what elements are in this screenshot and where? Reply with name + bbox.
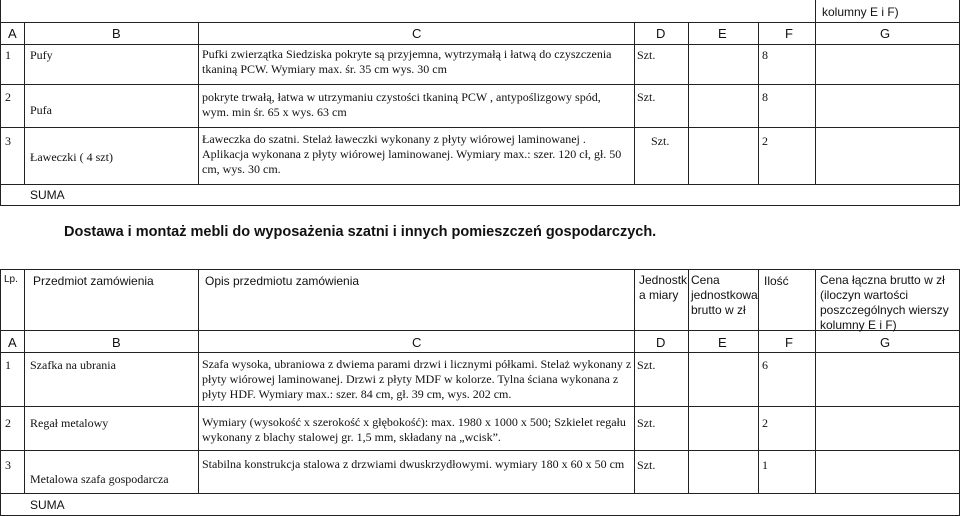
row-divider bbox=[0, 330, 960, 331]
row-divider bbox=[0, 352, 960, 353]
row-divider bbox=[0, 450, 960, 451]
col-divider bbox=[634, 269, 635, 494]
row-number: 2 bbox=[5, 90, 11, 104]
quantity: 6 bbox=[762, 358, 768, 372]
row-divider bbox=[0, 184, 960, 185]
row-divider bbox=[0, 127, 960, 128]
item-name: Metalowa szafa gospodarcza bbox=[30, 472, 169, 486]
unit: Szt. bbox=[637, 48, 656, 62]
header-item: Przedmiot zamówienia bbox=[33, 274, 154, 288]
unit: Szt. bbox=[637, 358, 656, 372]
col-letter-g: G bbox=[880, 26, 891, 41]
unit: Szt. bbox=[651, 134, 670, 148]
row-number: 1 bbox=[5, 48, 11, 62]
col-divider bbox=[0, 0, 1, 206]
col-divider bbox=[758, 269, 759, 494]
sum-label: SUMA bbox=[30, 188, 65, 202]
header-quantity: Ilość bbox=[764, 274, 789, 288]
col-divider bbox=[24, 269, 25, 494]
col-letter-c: C bbox=[412, 26, 422, 41]
unit: Szt. bbox=[637, 90, 656, 104]
unit: Szt. bbox=[637, 458, 656, 472]
header-unit: Jednostk a miary bbox=[639, 273, 688, 302]
quantity: 1 bbox=[762, 458, 768, 472]
col-letter-f: F bbox=[785, 26, 793, 41]
section-title: Dostawa i montaż mebli do wyposażenia szatni i innych pomieszczeń gospodarczych. bbox=[64, 224, 657, 240]
col-divider bbox=[688, 22, 689, 185]
row-number: 3 bbox=[5, 134, 11, 148]
col-letter-d: D bbox=[656, 26, 666, 41]
col-letter-b: B bbox=[112, 26, 121, 41]
quantity: 2 bbox=[762, 416, 768, 430]
item-description: Wymiary (wysokość x szerokość x głębokość): max. 1980 x 1000 x 500; Szkielet regału wykonany z blachy stalowej gr. 1,5 mm, składany na „wcisk”. bbox=[202, 415, 626, 444]
item-name: Pufa bbox=[30, 103, 52, 117]
row-divider bbox=[0, 205, 960, 206]
header-total: Cena łączna brutto w zł (iloczyn wartości poszczególnych wierszy kolumny E i F) bbox=[820, 273, 949, 332]
item-description: Szafa wysoka, ubraniowa z dwiema parami drzwi i licznymi półkami. Stelaż wykonany z płyty wiórowej laminowanej. Drzwi z płyty MDF w kolorze. Tylna ściana wykonana z płyty HDF. Wymiary max.: szer. 84 cm, gł. 39 cm, wys. 202 cm. bbox=[202, 357, 632, 401]
row-divider bbox=[0, 84, 960, 85]
col-divider bbox=[198, 269, 199, 494]
row-divider bbox=[0, 269, 960, 270]
quantity: 2 bbox=[762, 134, 768, 148]
col-letter-d: D bbox=[656, 335, 666, 350]
col-letter-c: C bbox=[412, 335, 422, 350]
col-divider bbox=[24, 22, 25, 185]
col-letter-e: E bbox=[718, 335, 727, 350]
col-divider bbox=[0, 269, 1, 516]
item-name: Pufy bbox=[30, 48, 53, 62]
col-divider bbox=[815, 269, 816, 494]
quantity: 8 bbox=[762, 48, 768, 62]
col-letter-b: B bbox=[112, 335, 121, 350]
header-tail: kolumny E i F) bbox=[822, 5, 899, 19]
item-description: Stabilna konstrukcja stalowa z drzwiami dwuskrzydłowymi. wymiary 180 x 60 x 50 cm bbox=[202, 457, 625, 471]
item-name: Regał metalowy bbox=[30, 416, 109, 430]
row-number: 2 bbox=[5, 416, 11, 430]
header-description: Opis przedmiotu zamówienia bbox=[205, 274, 360, 288]
col-divider bbox=[688, 269, 689, 494]
item-description: Ławeczka do szatni. Stelaż ławeczki wykonany z płyty wiórowej laminowanej . Aplikacja wykonana z płyty wiórowej laminowanej. Wymiary max.: szer. 120 cł, gł. 50 cm, wys. 30 cm. bbox=[202, 132, 622, 176]
row-divider bbox=[0, 44, 960, 45]
row-divider bbox=[0, 493, 960, 494]
unit: Szt. bbox=[637, 416, 656, 430]
item-name: Ławeczki ( 4 szt) bbox=[30, 150, 113, 164]
col-letter-f: F bbox=[785, 335, 793, 350]
row-number: 3 bbox=[5, 458, 11, 472]
quantity: 8 bbox=[762, 90, 768, 104]
header-lp: Lp. bbox=[4, 274, 18, 285]
col-letter-e: E bbox=[718, 26, 727, 41]
row-divider bbox=[0, 406, 960, 407]
item-description: Pufki zwierzątka Siedziska pokryte są przyjemna, wytrzymałą i łatwą do czyszczenia tkaniną PCW. Wymiary max. śr. 35 cm wys. 30 cm bbox=[202, 47, 612, 76]
header-unit-price: Cena jednostkowa brutto w zł bbox=[691, 273, 758, 317]
sum-label: SUMA bbox=[30, 498, 65, 512]
col-divider bbox=[815, 0, 816, 185]
col-divider bbox=[198, 22, 199, 185]
col-letter-a: A bbox=[8, 335, 17, 350]
col-divider bbox=[634, 22, 635, 185]
col-letter-a: A bbox=[8, 26, 17, 41]
col-divider bbox=[758, 22, 759, 185]
col-letter-g: G bbox=[880, 335, 891, 350]
item-description: pokryte trwałą, łatwa w utrzymaniu czystości tkaniną PCW , antypoślizgowy spód, wym. min śr. 65 x wys. 63 cm bbox=[202, 90, 601, 119]
row-divider bbox=[0, 22, 960, 23]
item-name: Szafka na ubrania bbox=[30, 358, 116, 372]
row-number: 1 bbox=[5, 358, 11, 372]
